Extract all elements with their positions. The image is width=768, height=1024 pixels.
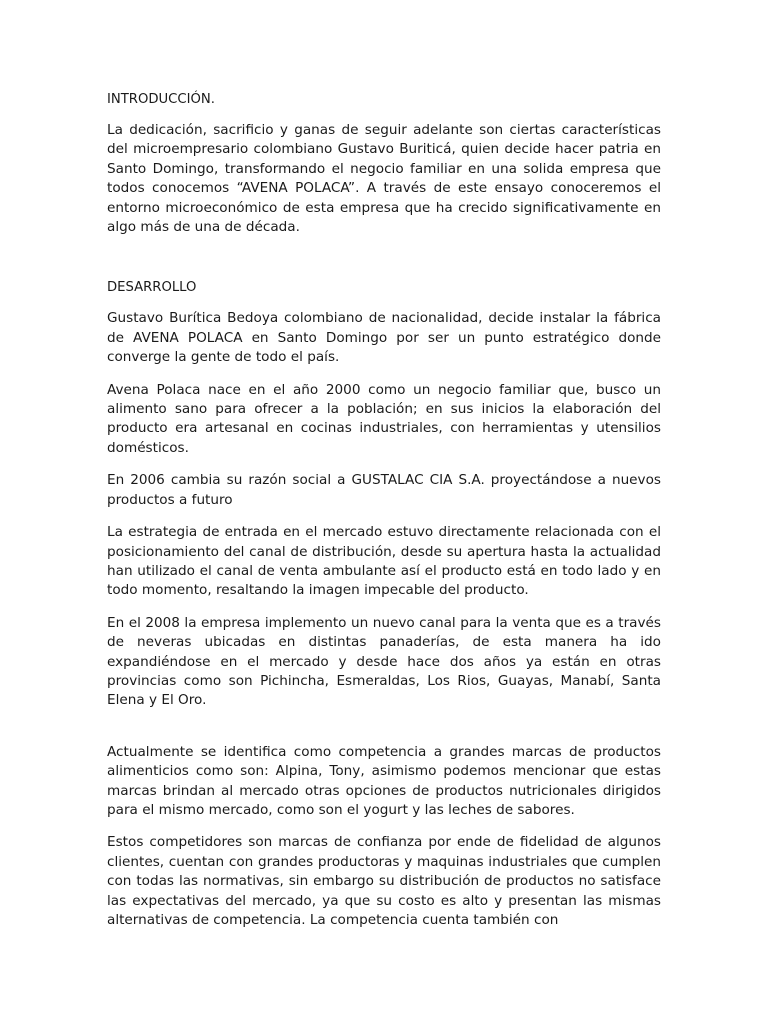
paragraph-origen: Avena Polaca nace en el año 2000 como un negocio familiar que, busco un alimento sano para ofrecer a la población; en sus inicios la elaboración del producto era artesanal en cocinas industriales, con herramientas y utensilios domésticos. bbox=[107, 381, 661, 456]
document-body bbox=[107, 90, 661, 930]
heading-desarrollo: DESARROLLO bbox=[107, 280, 197, 296]
paragraph-expansion: En el 2008 la empresa implemento un nuevo canal para la venta que es a través de neveras ubicadas en distintas panaderías, de esta manera ha ido expandiéndose en el mercado y desde hace dos años ya están en otras provincias como son Pichincha, Esmeraldas, Los Rios, Guayas, Manabí, Santa Elena y El Oro. bbox=[107, 614, 661, 709]
paragraph-competidores: Estos competidores son marcas de confianza por ende de fidelidad de algunos clientes, cuentan con grandes productoras y maquinas industriales que cumplen con todas las normativas, sin embargo su distribución de productos no satisface las expectativas del mercado, ya que su costo es alto y presentan las mismas alternativas de competencia. La competencia cuenta también con bbox=[107, 834, 661, 928]
paragraph-razon-social: En 2006 cambia su razón social a GUSTALAC CIA S.A. proyectándose a nuevos productos a futuro bbox=[107, 472, 661, 508]
paragraph-estrategia: La estrategia de entrada en el mercado estuvo directamente relacionada con el posicionamiento del canal de distribución, desde su apertura hasta la actualidad han utilizado el canal de venta ambulante así el producto está en todo lado y en todo momento, resaltando la imagen impecable del producto. bbox=[107, 524, 661, 599]
paragraph-competencia: Actualmente se identifica como competencia a grandes marcas de productos alimenticios como son: Alpina, Tony, asimismo podemos mencionar que estas marcas brindan al mercado otras opciones de productos nutricionales dirigidos para el mismo mercado, como son el yogurt y las leches de sabores. bbox=[107, 743, 661, 818]
paragraph-fabrica: Gustavo Burítica Bedoya colombiano de nacionalidad, decide instalar la fábrica de AVENA POLACA en Santo Domingo por ser un punto estratégico donde converge la gente de todo el país. bbox=[107, 310, 661, 366]
heading-introduccion: INTRODUCCIÓN. bbox=[107, 92, 215, 107]
paragraph-intro: La dedicación, sacrificio y ganas de seguir adelante son ciertas características del microempresario colombiano Gustavo Buriticá, quien decide hacer patria en Santo Domingo, transformando el negocio familiar en una solida empresa que todos conocemos “AVENA POLACA”. A través de este ensayo conoceremos el entorno microeconómico de esta empresa que ha crecido significativamente en algo más de una de década. bbox=[107, 122, 661, 236]
